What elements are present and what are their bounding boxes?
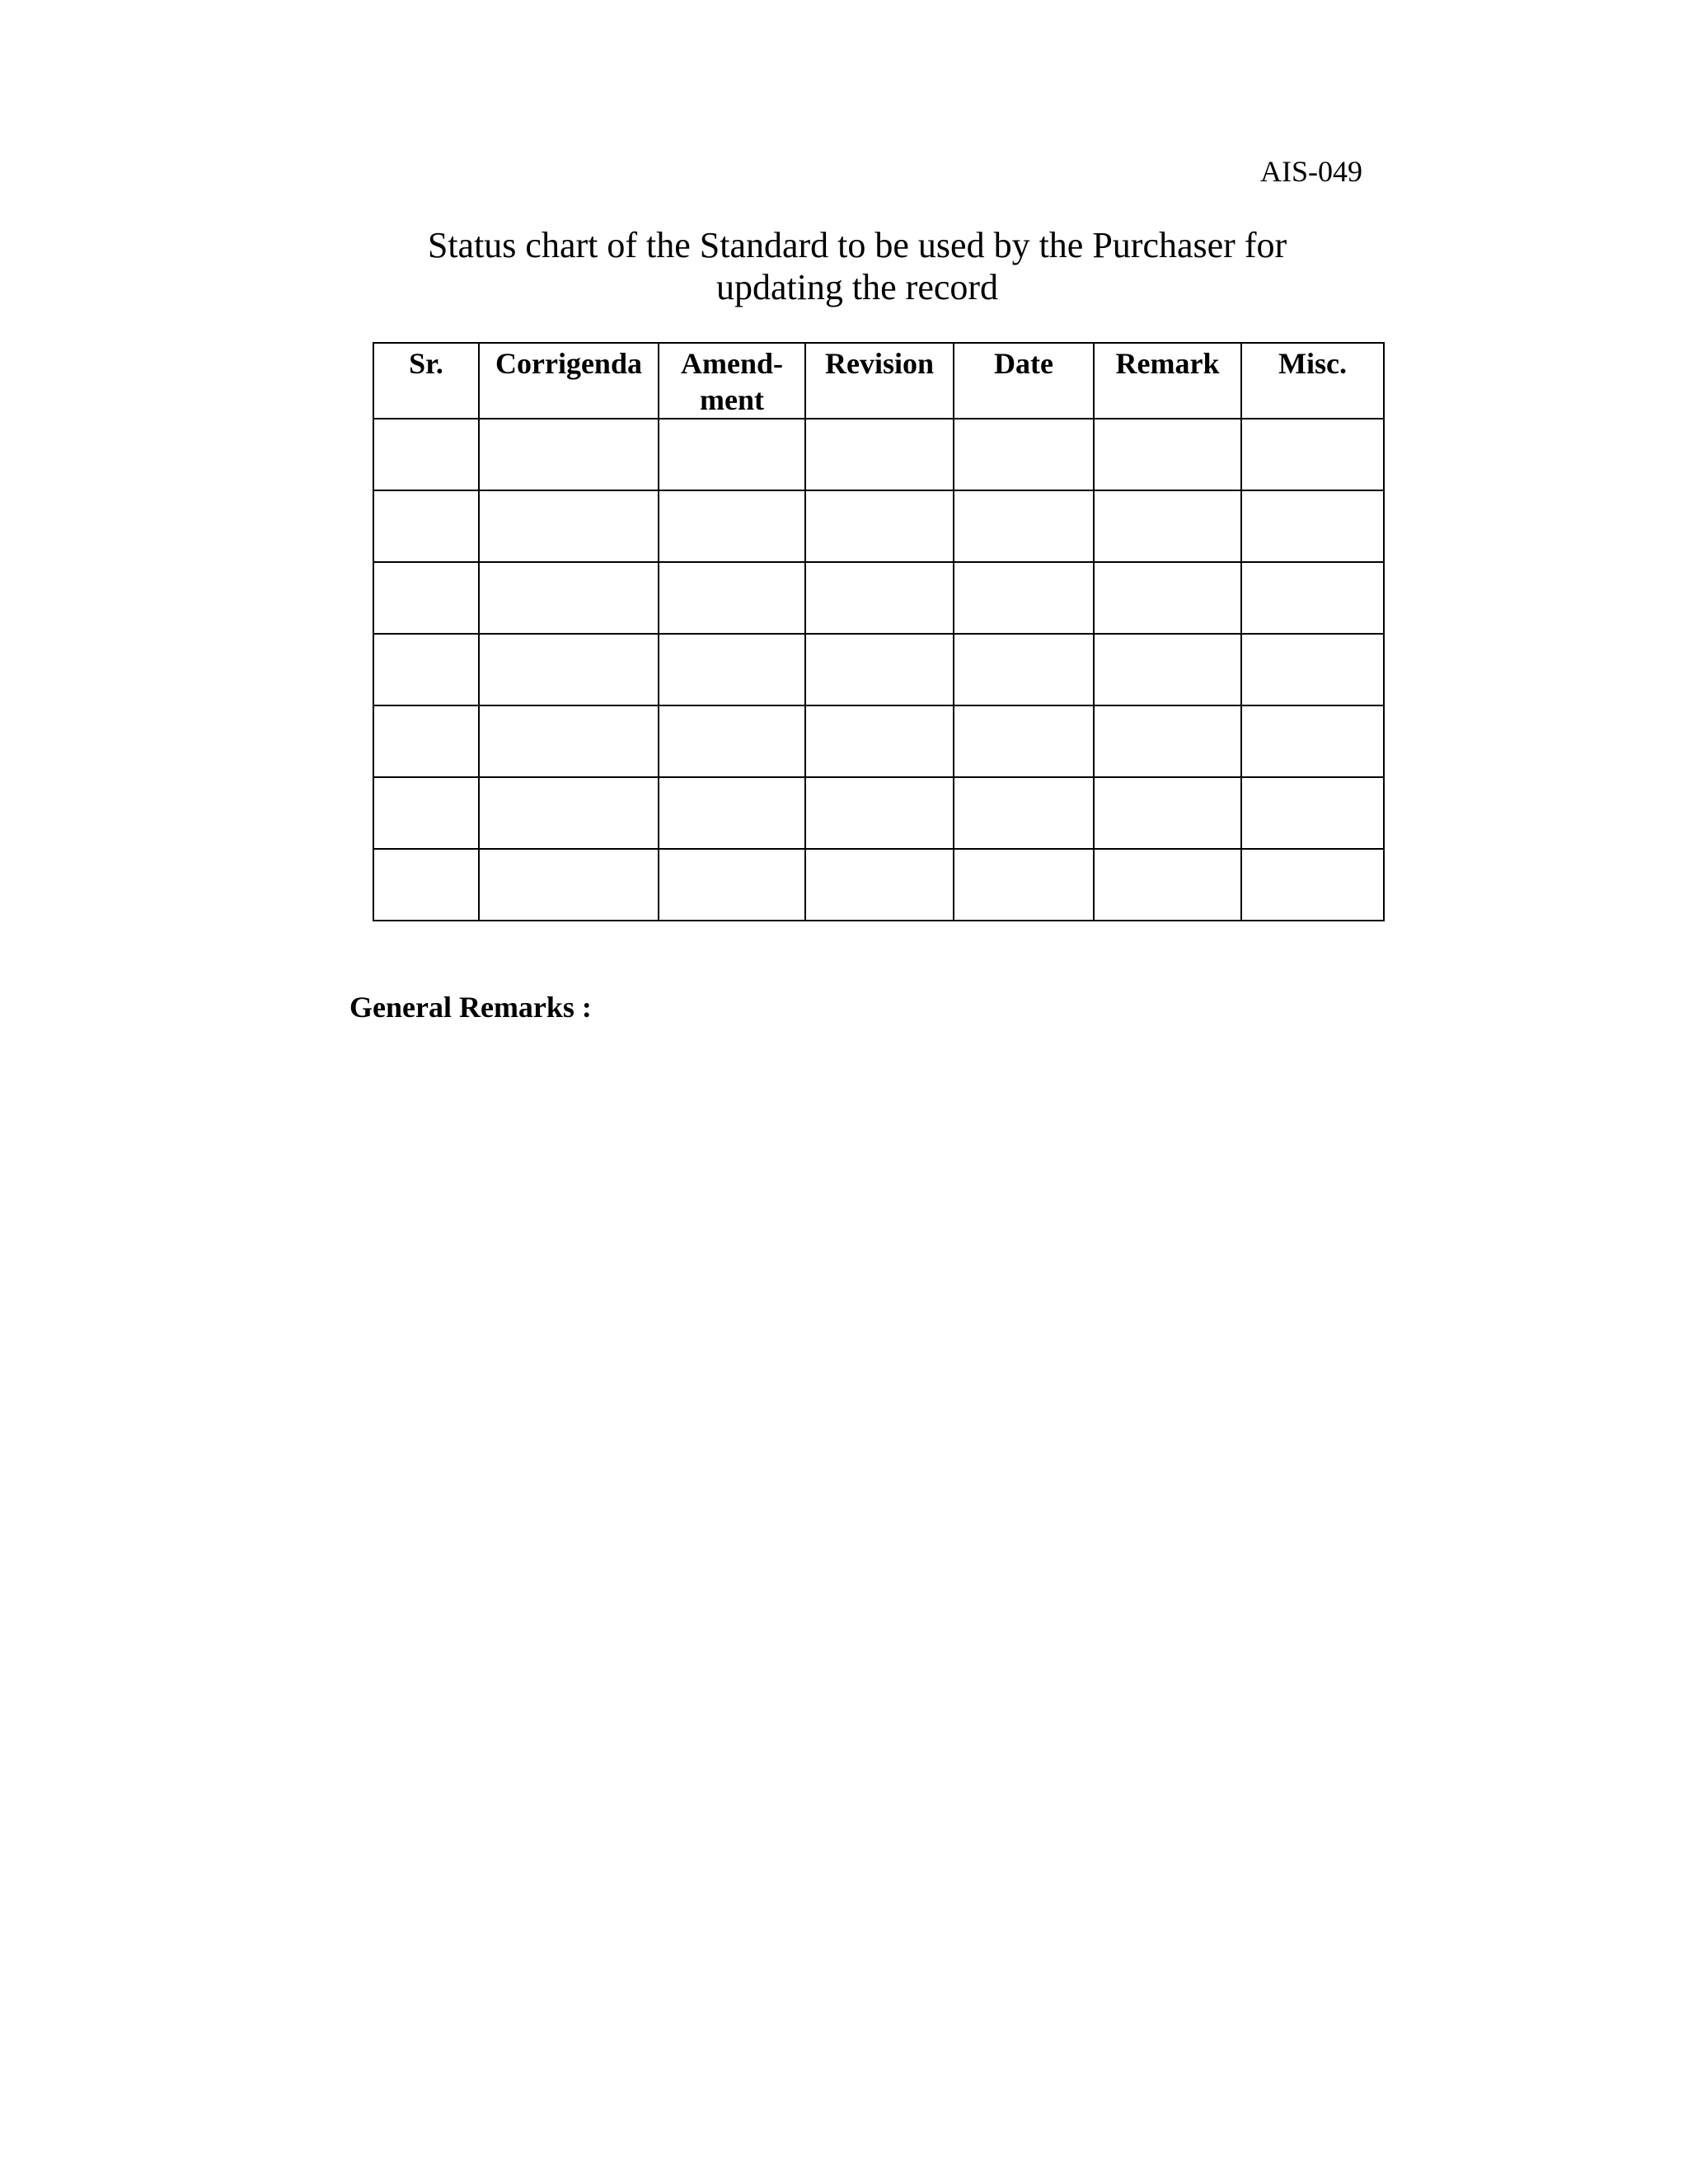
table-cell-revision	[805, 490, 954, 562]
table-cell-revision	[805, 849, 954, 921]
page-title-line-2: updating the record	[715, 267, 999, 307]
table-cell-amendment	[659, 419, 805, 490]
general-remarks-label: General Remarks :	[349, 991, 592, 1024]
table-row	[373, 419, 1384, 490]
table-cell-date	[954, 634, 1094, 705]
table-cell-misc	[1241, 634, 1384, 705]
table-cell-corrigenda	[479, 849, 659, 921]
table-cell-revision	[805, 562, 954, 634]
column-header-corrigenda: Corrigenda	[479, 343, 659, 419]
table-cell-amendment	[659, 849, 805, 921]
table-cell-sr	[373, 490, 479, 562]
table-cell-misc	[1241, 777, 1384, 849]
table-cell-revision	[805, 777, 954, 849]
column-header-date: Date	[954, 343, 1094, 419]
status-chart-table	[373, 342, 1385, 921]
table-body	[373, 419, 1384, 921]
page-title	[373, 224, 1342, 308]
column-header-amendment-line-2: ment	[700, 383, 764, 416]
column-header-remark: Remark	[1094, 343, 1241, 419]
table-cell-date	[954, 849, 1094, 921]
table-cell-corrigenda	[479, 562, 659, 634]
table-row	[373, 634, 1384, 705]
table-cell-corrigenda	[479, 490, 659, 562]
table-cell-misc	[1241, 849, 1384, 921]
table-cell-remark	[1094, 849, 1241, 921]
table-cell-remark	[1094, 634, 1241, 705]
table-cell-amendment	[659, 705, 805, 777]
table-cell-amendment	[659, 634, 805, 705]
column-header-revision: Revision	[805, 343, 954, 419]
table-cell-corrigenda	[479, 419, 659, 490]
table-cell-remark	[1094, 490, 1241, 562]
table-cell-revision	[805, 634, 954, 705]
table-cell-corrigenda	[479, 777, 659, 849]
column-header-amendment	[659, 343, 805, 419]
table-cell-sr	[373, 777, 479, 849]
table-cell-date	[954, 419, 1094, 490]
table-cell-sr	[373, 849, 479, 921]
table-cell-misc	[1241, 562, 1384, 634]
document-code: AIS-049	[1260, 155, 1362, 188]
table-cell-remark	[1094, 562, 1241, 634]
table-cell-amendment	[659, 562, 805, 634]
table-row	[373, 705, 1384, 777]
page-title-line-1: Status chart of the Standard to be used by the Purchaser for	[427, 225, 1287, 265]
column-header-misc: Misc.	[1241, 343, 1384, 419]
table-cell-sr	[373, 562, 479, 634]
table-cell-corrigenda	[479, 634, 659, 705]
table-cell-sr	[373, 705, 479, 777]
table-cell-amendment	[659, 777, 805, 849]
table-cell-revision	[805, 705, 954, 777]
table-row	[373, 849, 1384, 921]
table-cell-remark	[1094, 419, 1241, 490]
table-cell-date	[954, 562, 1094, 634]
table-cell-amendment	[659, 490, 805, 562]
table-cell-misc	[1241, 490, 1384, 562]
table-cell-sr	[373, 419, 479, 490]
column-header-sr: Sr.	[373, 343, 479, 419]
table-row	[373, 562, 1384, 634]
table-row	[373, 490, 1384, 562]
table-cell-remark	[1094, 777, 1241, 849]
column-header-amendment-line-1: Amend-	[681, 347, 783, 380]
table-cell-sr	[373, 634, 479, 705]
table-cell-date	[954, 705, 1094, 777]
table-header-row	[373, 343, 1384, 419]
table-cell-remark	[1094, 705, 1241, 777]
table-cell-revision	[805, 419, 954, 490]
table-cell-misc	[1241, 705, 1384, 777]
table-cell-date	[954, 490, 1094, 562]
table-cell-misc	[1241, 419, 1384, 490]
table-row	[373, 777, 1384, 849]
table-cell-date	[954, 777, 1094, 849]
table-cell-corrigenda	[479, 705, 659, 777]
